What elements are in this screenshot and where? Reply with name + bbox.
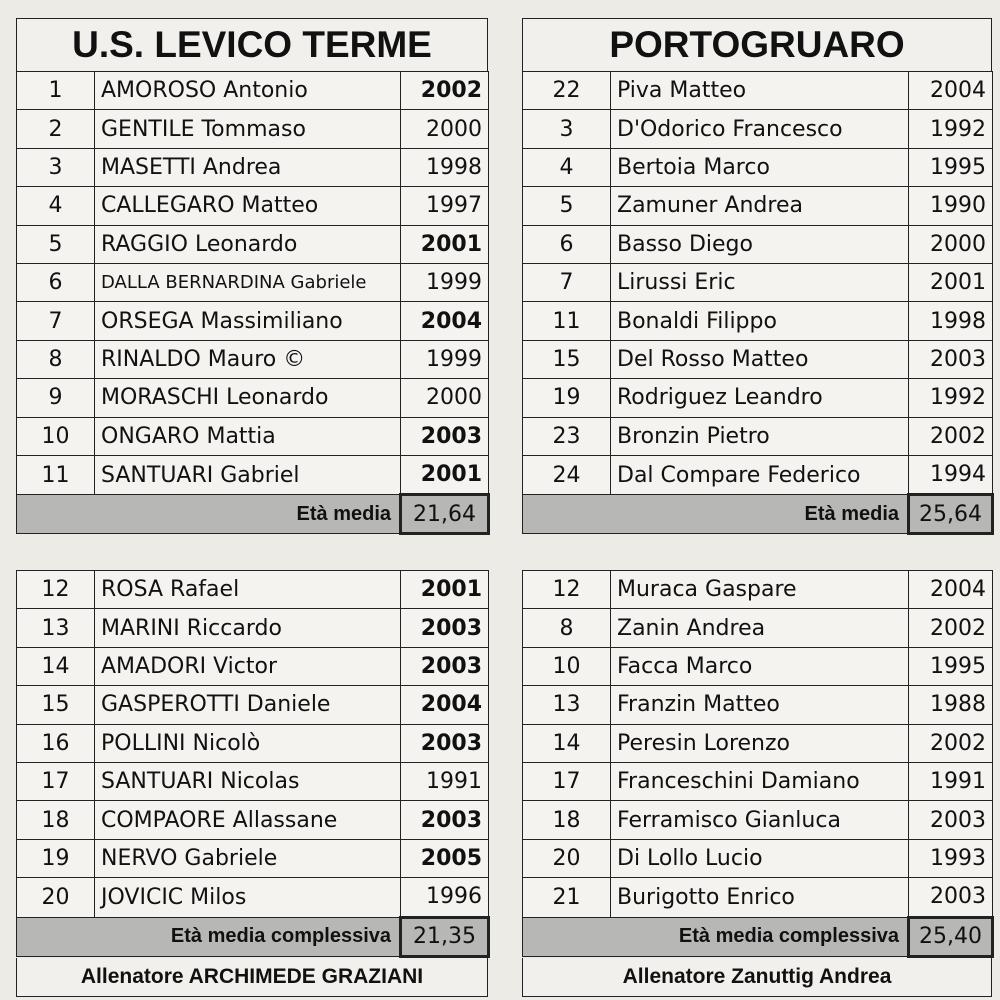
player-row [523, 417, 993, 455]
player-name: Basso Diego [611, 225, 909, 263]
levico-total-average-row [17, 917, 489, 956]
coach-levico: Allenatore ARCHIMEDE GRAZIANI [16, 958, 488, 997]
player-row [17, 340, 489, 378]
player-birth-year: 2002 [909, 724, 993, 762]
player-birth-year: 1994 [909, 455, 993, 494]
player-number: 17 [17, 762, 95, 800]
player-row [523, 379, 993, 417]
player-birth-year: 2004 [401, 686, 489, 724]
player-row [523, 647, 993, 685]
player-row [523, 72, 993, 110]
player-birth-year: 1992 [909, 110, 993, 148]
player-number: 10 [17, 417, 95, 455]
player-birth-year: 2000 [401, 379, 489, 417]
player-number: 13 [523, 686, 611, 724]
player-birth-year: 2002 [909, 609, 993, 647]
player-birth-year: 2000 [909, 225, 993, 263]
coach-portogruaro: Allenatore Zanuttig Andrea [522, 958, 992, 997]
player-name: Di Lollo Lucio [611, 839, 909, 877]
player-row [17, 686, 489, 724]
player-name: ROSA Rafael [95, 571, 401, 609]
player-name: GENTILE Tommaso [95, 110, 401, 148]
player-number: 7 [17, 302, 95, 340]
player-name: Rodriguez Leandro [611, 379, 909, 417]
levico-average-row [17, 495, 489, 534]
player-row [523, 302, 993, 340]
player-name: Burigotto Enrico [611, 878, 909, 917]
player-number: 24 [523, 455, 611, 494]
player-birth-year: 2003 [401, 801, 489, 839]
player-row [17, 801, 489, 839]
player-birth-year: 1999 [401, 263, 489, 301]
player-name: COMPAORE Allassane [95, 801, 401, 839]
levico-bench-panel [16, 570, 488, 997]
player-birth-year: 2003 [909, 340, 993, 378]
player-number: 1 [17, 72, 95, 110]
portogruaro-total-average-row [523, 917, 993, 956]
player-number: 10 [523, 647, 611, 685]
player-row [523, 110, 993, 148]
player-row [523, 839, 993, 877]
total-average-age-label: Età media complessiva [523, 917, 909, 956]
levico-bench-table [16, 570, 490, 958]
player-name: SANTUARI Gabriel [95, 455, 401, 494]
player-number: 22 [523, 72, 611, 110]
player-number: 18 [17, 801, 95, 839]
levico-starters-panel [16, 18, 488, 535]
player-number: 3 [17, 148, 95, 186]
player-number: 6 [523, 225, 611, 263]
player-number: 4 [523, 148, 611, 186]
player-name: Dal Compare Federico [611, 455, 909, 494]
player-row [523, 263, 993, 301]
player-number: 8 [17, 340, 95, 378]
player-name: RAGGIO Leonardo [95, 225, 401, 263]
player-number: 11 [17, 455, 95, 494]
player-row [17, 110, 489, 148]
player-birth-year: 2002 [401, 72, 489, 110]
player-birth-year: 1995 [909, 148, 993, 186]
player-name: MORASCHI Leonardo [95, 379, 401, 417]
average-age-label: Età media [17, 495, 401, 534]
player-name: Muraca Gaspare [611, 571, 909, 609]
player-number: 4 [17, 187, 95, 225]
player-number: 20 [17, 878, 95, 917]
average-age-label: Età media [523, 495, 909, 534]
player-name: RINALDO Mauro © [95, 340, 401, 378]
player-name: CALLEGARO Matteo [95, 187, 401, 225]
player-number: 14 [17, 647, 95, 685]
player-birth-year: 2000 [401, 110, 489, 148]
player-number: 6 [17, 263, 95, 301]
player-birth-year: 2003 [909, 801, 993, 839]
player-birth-year: 2005 [401, 839, 489, 877]
player-birth-year: 2003 [401, 724, 489, 762]
player-number: 9 [17, 379, 95, 417]
player-birth-year: 2004 [909, 571, 993, 609]
player-number: 13 [17, 609, 95, 647]
player-row [523, 801, 993, 839]
player-row [523, 455, 993, 494]
player-row [17, 417, 489, 455]
average-age-value: 21,64 [401, 495, 489, 534]
player-number: 15 [523, 340, 611, 378]
player-name: Ferramisco Gianluca [611, 801, 909, 839]
player-name: Del Rosso Matteo [611, 340, 909, 378]
team-title-levico: U.S. LEVICO TERME [16, 18, 488, 71]
player-number: 14 [523, 724, 611, 762]
player-name: Bertoia Marco [611, 148, 909, 186]
player-row [17, 379, 489, 417]
player-row [17, 302, 489, 340]
player-number: 18 [523, 801, 611, 839]
player-row [523, 609, 993, 647]
player-name: AMADORI Victor [95, 647, 401, 685]
player-birth-year: 2003 [909, 878, 993, 917]
player-number: 12 [17, 571, 95, 609]
average-age-value: 25,64 [909, 495, 993, 534]
team-title-portogruaro: PORTOGRUARO [522, 18, 992, 71]
player-row [523, 187, 993, 225]
portogruaro-bench-panel [522, 570, 992, 997]
player-number: 7 [523, 263, 611, 301]
player-number: 19 [523, 379, 611, 417]
player-row [17, 724, 489, 762]
player-row [17, 455, 489, 494]
player-row [17, 148, 489, 186]
player-name: Bonaldi Filippo [611, 302, 909, 340]
player-number: 5 [17, 225, 95, 263]
player-birth-year: 2004 [401, 302, 489, 340]
player-number: 20 [523, 839, 611, 877]
player-row [523, 148, 993, 186]
player-name: ORSEGA Massimiliano [95, 302, 401, 340]
player-birth-year: 2001 [401, 455, 489, 494]
portogruaro-starters-table [522, 71, 994, 535]
player-row [523, 686, 993, 724]
player-number: 8 [523, 609, 611, 647]
levico-starters-table [16, 71, 490, 535]
portogruaro-average-row [523, 495, 993, 534]
player-number: 3 [523, 110, 611, 148]
player-number: 12 [523, 571, 611, 609]
player-name: DALLA BERNARDINA Gabriele [95, 263, 401, 301]
player-name: JOVICIC Milos [95, 878, 401, 917]
player-row [17, 839, 489, 877]
player-number: 2 [17, 110, 95, 148]
player-name: Zanin Andrea [611, 609, 909, 647]
player-row [17, 263, 489, 301]
player-number: 11 [523, 302, 611, 340]
player-birth-year: 1996 [401, 878, 489, 917]
player-row [17, 878, 489, 917]
player-row [523, 571, 993, 609]
player-birth-year: 1998 [401, 148, 489, 186]
player-name: Franzin Matteo [611, 686, 909, 724]
player-birth-year: 2003 [401, 647, 489, 685]
player-birth-year: 1988 [909, 686, 993, 724]
player-number: 17 [523, 762, 611, 800]
player-birth-year: 1993 [909, 839, 993, 877]
player-name: Lirussi Eric [611, 263, 909, 301]
player-number: 21 [523, 878, 611, 917]
player-name: D'Odorico Francesco [611, 110, 909, 148]
player-birth-year: 1995 [909, 647, 993, 685]
player-name: Bronzin Pietro [611, 417, 909, 455]
player-name: Piva Matteo [611, 72, 909, 110]
total-average-age-label: Età media complessiva [17, 917, 401, 956]
player-name: SANTUARI Nicolas [95, 762, 401, 800]
player-number: 15 [17, 686, 95, 724]
player-row [523, 340, 993, 378]
player-row [17, 225, 489, 263]
player-row [17, 609, 489, 647]
player-number: 5 [523, 187, 611, 225]
player-row [17, 647, 489, 685]
player-name: POLLINI Nicolò [95, 724, 401, 762]
portogruaro-bench-table [522, 570, 994, 958]
player-name: GASPEROTTI Daniele [95, 686, 401, 724]
player-birth-year: 1992 [909, 379, 993, 417]
player-birth-year: 1991 [909, 762, 993, 800]
player-name: AMOROSO Antonio [95, 72, 401, 110]
total-average-age-value: 21,35 [401, 917, 489, 956]
player-birth-year: 2001 [401, 571, 489, 609]
total-average-age-value: 25,40 [909, 917, 993, 956]
player-birth-year: 1998 [909, 302, 993, 340]
player-birth-year: 2003 [401, 609, 489, 647]
player-row [523, 724, 993, 762]
player-row [523, 878, 993, 917]
player-name: Zamuner Andrea [611, 187, 909, 225]
portogruaro-starters-panel [522, 18, 992, 535]
player-row [523, 225, 993, 263]
player-name: ONGARO Mattia [95, 417, 401, 455]
player-row [17, 187, 489, 225]
player-name: Facca Marco [611, 647, 909, 685]
player-number: 16 [17, 724, 95, 762]
player-birth-year: 1990 [909, 187, 993, 225]
player-number: 19 [17, 839, 95, 877]
player-birth-year: 2003 [401, 417, 489, 455]
player-name: Franceschini Damiano [611, 762, 909, 800]
player-row [17, 762, 489, 800]
player-row [523, 762, 993, 800]
player-name: MASETTI Andrea [95, 148, 401, 186]
player-name: MARINI Riccardo [95, 609, 401, 647]
player-number: 23 [523, 417, 611, 455]
player-row [17, 72, 489, 110]
player-birth-year: 2002 [909, 417, 993, 455]
player-birth-year: 2001 [401, 225, 489, 263]
player-birth-year: 1997 [401, 187, 489, 225]
player-birth-year: 2004 [909, 72, 993, 110]
player-name: NERVO Gabriele [95, 839, 401, 877]
player-birth-year: 1991 [401, 762, 489, 800]
player-birth-year: 1999 [401, 340, 489, 378]
player-birth-year: 2001 [909, 263, 993, 301]
player-row [17, 571, 489, 609]
player-name: Peresin Lorenzo [611, 724, 909, 762]
